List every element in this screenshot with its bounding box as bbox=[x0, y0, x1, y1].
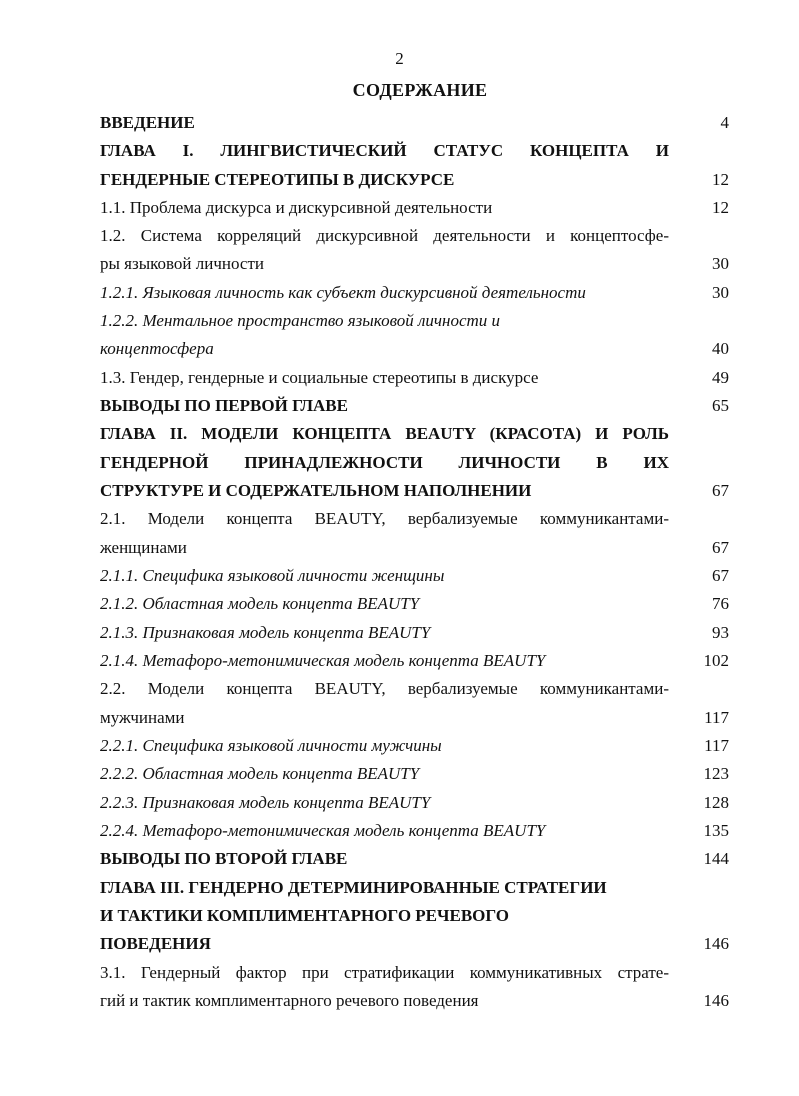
toc-entry-cont: мужчинами bbox=[100, 708, 185, 727]
toc-entry-cont: гий и тактик комплиментарного речевого поведения bbox=[100, 991, 479, 1010]
toc-page-number: 135 bbox=[703, 821, 729, 840]
toc-entry: 1.2. Система корреляций дискурсивной деятельности и концептосфе- bbox=[100, 226, 669, 245]
toc-page-number: 102 bbox=[703, 651, 729, 670]
toc-page-number: 49 bbox=[712, 368, 729, 387]
toc-title: СОДЕРЖАНИЕ bbox=[352, 80, 488, 100]
toc-subentry: 1.2.1. Языковая личность как субъект дискурсивной деятельности bbox=[100, 283, 586, 302]
toc-page-number: 12 bbox=[712, 170, 729, 189]
toc-page-number: 117 bbox=[704, 736, 729, 755]
toc-subentry: 2.1.2. Областная модель концепта BEAUTY bbox=[100, 594, 420, 613]
toc-subentry: 2.1.3. Признаковая модель концепта BEAUTY bbox=[100, 623, 431, 642]
toc-subentry: 2.1.4. Метафоро-метонимическая модель концепта BEAUTY bbox=[100, 651, 546, 670]
toc-chapter-3-title: ГЛАВА III. ГЕНДЕРНО ДЕТЕРМИНИРОВАННЫЕ СТРАТЕГИИ bbox=[100, 878, 607, 897]
toc-chapter-1-title: ГЛАВА I. ЛИНГВИСТИЧЕСКИЙ СТАТУС КОНЦЕПТА И bbox=[100, 141, 669, 160]
toc-page-number: 65 bbox=[712, 396, 729, 415]
toc-chapter-3-title-cont: ПОВЕДЕНИЯ bbox=[100, 934, 211, 953]
toc-chapter-3-title-cont: И ТАКТИКИ КОМПЛИМЕНТАРНОГО РЕЧЕВОГО bbox=[100, 906, 510, 925]
toc-page-number: 4 bbox=[720, 113, 729, 132]
toc-page-number: 30 bbox=[712, 283, 729, 302]
page-number: 2 bbox=[395, 49, 404, 68]
toc-page-number: 146 bbox=[703, 934, 729, 953]
toc-page-number: 30 bbox=[712, 254, 729, 273]
toc-entry: 1.3. Гендер, гендерные и социальные стереотипы в дискурсе bbox=[100, 368, 539, 387]
toc-page-number: 144 bbox=[703, 849, 729, 868]
toc-subentry: 2.2.3. Признаковая модель концепта BEAUTY bbox=[100, 793, 431, 812]
toc-page-number: 67 bbox=[712, 481, 729, 500]
toc-page-number: 123 bbox=[703, 764, 729, 783]
toc-page-number: 146 bbox=[703, 991, 729, 1010]
toc-subentry: 2.2.2. Областная модель концепта BEAUTY bbox=[100, 764, 420, 783]
toc-page-number: 117 bbox=[704, 708, 729, 727]
toc-subentry: 2.2.1. Специфика языковой личности мужчины bbox=[100, 736, 442, 755]
toc-subentry: 2.2.4. Метафоро-метонимическая модель концепта BEAUTY bbox=[100, 821, 546, 840]
toc-page-number: 93 bbox=[712, 623, 729, 642]
toc-chapter-1-title-cont: ГЕНДЕРНЫЕ СТЕРЕОТИПЫ В ДИСКУРСЕ bbox=[100, 170, 455, 189]
toc-page-number: 76 bbox=[712, 594, 729, 613]
toc-chapter-2-title-cont: ГЕНДЕРНОЙ ПРИНАДЛЕЖНОСТИ ЛИЧНОСТИ В ИХ bbox=[100, 453, 669, 472]
toc-chapter-2-title-cont: СТРУКТУРЕ И СОДЕРЖАТЕЛЬНОМ НАПОЛНЕНИИ bbox=[100, 481, 532, 500]
toc-subentry-cont: концептосфера bbox=[100, 339, 214, 358]
toc-entry-introduction: ВВЕДЕНИЕ bbox=[100, 113, 195, 132]
toc-page-number: 40 bbox=[712, 339, 729, 358]
toc-entry: 3.1. Гендерный фактор при стратификации коммуникативных страте- bbox=[100, 963, 669, 982]
toc-subentry: 2.1.1. Специфика языковой личности женщины bbox=[100, 566, 445, 585]
toc-entry: 1.1. Проблема дискурса и дискурсивной деятельности bbox=[100, 198, 493, 217]
toc-conclusions-1: ВЫВОДЫ ПО ПЕРВОЙ ГЛАВЕ bbox=[100, 396, 348, 415]
toc-entry-cont: женщинами bbox=[100, 538, 187, 557]
toc-page-number: 12 bbox=[712, 198, 729, 217]
toc-entry: 2.1. Модели концепта BEAUTY, вербализуемые коммуникантами- bbox=[100, 509, 669, 528]
toc-chapter-2-title: ГЛАВА II. МОДЕЛИ КОНЦЕПТА BEAUTY (КРАСОТА) И РОЛЬ bbox=[100, 424, 669, 443]
toc-page-number: 67 bbox=[712, 566, 729, 585]
toc-subentry: 1.2.2. Ментальное пространство языковой личности и bbox=[100, 311, 501, 330]
toc-page-number: 67 bbox=[712, 538, 729, 557]
toc-conclusions-2: ВЫВОДЫ ПО ВТОРОЙ ГЛАВЕ bbox=[100, 849, 348, 868]
toc-entry-cont: ры языковой личности bbox=[100, 254, 265, 273]
toc-entry: 2.2. Модели концепта BEAUTY, вербализуемые коммуникантами- bbox=[100, 679, 669, 698]
toc-page-number: 128 bbox=[703, 793, 729, 812]
